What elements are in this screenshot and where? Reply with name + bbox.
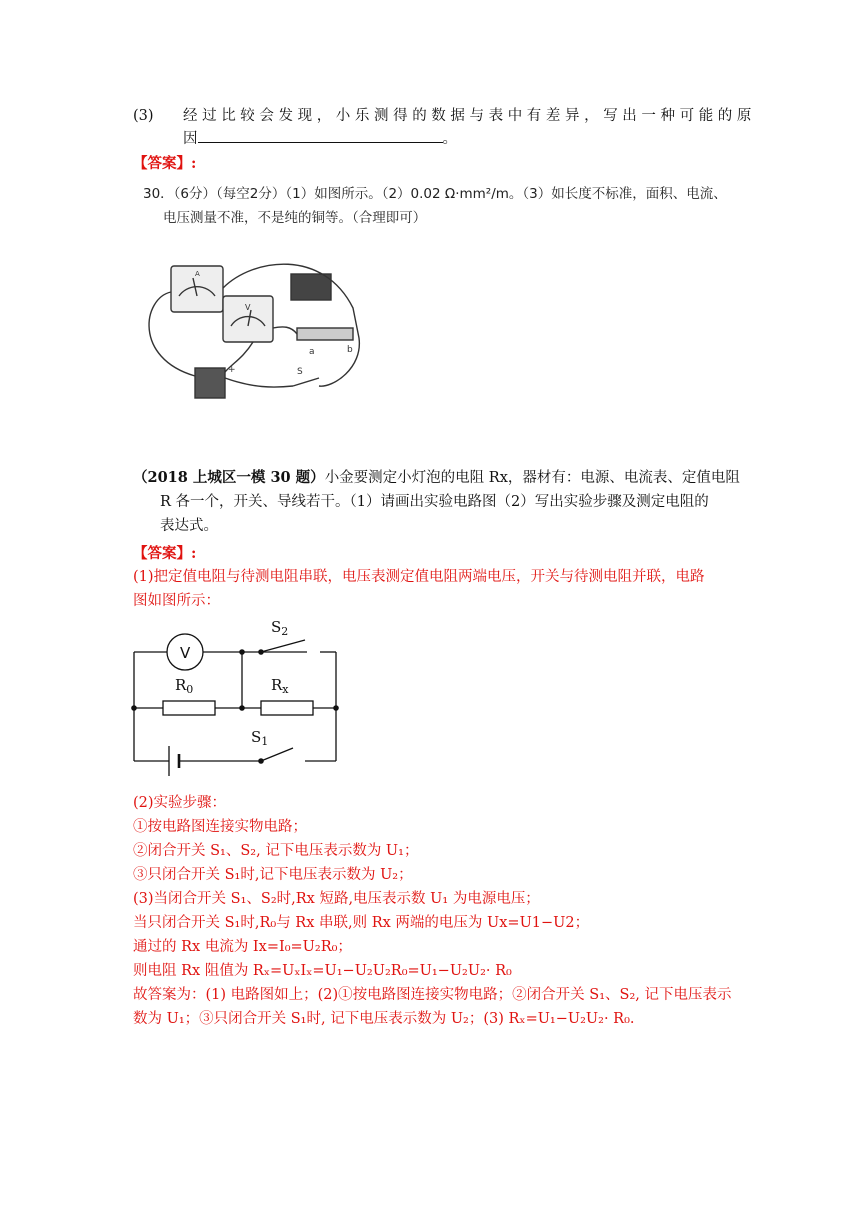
step-2: ②闭合开关 S₁、S₂, 记下电压表示数为 U₁；	[133, 843, 419, 859]
question-line2: R 各一个，开关、导线若干。（1）请画出实验电路图（2）写出实验步骤及测定电阻的	[160, 494, 709, 510]
answer-label: 【答案】:	[133, 155, 197, 172]
question-line1	[133, 468, 740, 488]
step-3: ③只闭合开关 S₁时,记下电压表示数为 U₂；	[133, 867, 413, 883]
terminal-b-label: b	[347, 345, 353, 355]
question-3-line1: 经过比较会发现，小乐测得的数据与表中有差异，写出一种可能的原	[183, 108, 756, 124]
answer-blank	[198, 128, 443, 143]
switch-label: S	[297, 367, 303, 377]
resistor-r0	[163, 701, 215, 715]
scanned-answer-line1: 30．（6分）（每空2分）（1）如图所示。（2）0.02 Ω·mm²/m。（3）如长度不标准，面积、电流、	[143, 186, 727, 202]
solution-p3-line1: (3)当闭合开关 S₁、S₂时,Rx 短路,电压表示数 U₁ 为电源电压；	[133, 891, 540, 907]
question-text-1: 小金要测定小灯泡的电阻 Rx，器材有：电源、电流表、定值电阻	[324, 470, 740, 486]
voltmeter-label: V	[180, 644, 191, 662]
solution-p3-line5: 故答案为：(1) 电路图如上；(2)①按电路图连接实物电路；②闭合开关 S₁、S₂, 记下电压表示	[133, 987, 732, 1003]
wire-coil	[291, 274, 331, 300]
solution-p3-line3: 通过的 Rx 电流为 Ix=I₀=U₂R₀；	[133, 939, 352, 955]
battery-plus-label: +	[228, 365, 236, 375]
resistance-wire	[297, 328, 353, 340]
circuit-diagram	[125, 610, 347, 780]
solution-p1-line1: (1)把定值电阻与待测电阻串联，电压表测定值电阻两端电压，开关与待测电阻并联，电路	[133, 569, 705, 585]
question-line3: 表达式。	[160, 518, 218, 534]
voltmeter-label: V	[245, 303, 251, 312]
solution-p3-line6: 数为 U₁；③只闭合开关 S₁时, 记下电压表示数为 U₂；(3) Rₓ=U₁−U₂U₂· R₀.	[133, 1011, 635, 1027]
solution-p1-line2: 图如图所示：	[133, 593, 220, 609]
solution-p3-line2: 当只闭合开关 S₁时,R₀与 Rx 串联,则 Rx 两端的电压为 Ux=U1−U2；	[133, 915, 590, 931]
ammeter-label: A	[195, 270, 200, 278]
battery-body	[195, 368, 225, 398]
answer-label-2: 【答案】:	[133, 545, 197, 562]
s2-label: $S_2$	[271, 618, 289, 638]
question-source: （2018 上城区一模 30 题）	[133, 469, 325, 486]
s1-label: $S_1$	[251, 728, 269, 748]
question-3-number: (3)	[133, 108, 154, 124]
rx-label: $R_x$	[271, 676, 289, 696]
steps-title: (2)实验步骤：	[133, 795, 227, 811]
solution-p3-line4: 则电阻 Rx 阻值为 Rₓ=UₓIₓ=U₁−U₂U₂R₀=U₁−U₂U₂· R₀	[133, 963, 512, 979]
question-3-line2	[183, 128, 457, 149]
scanned-answer-line2: 电压测量不准，不是纯的铜等。（合理即可）	[163, 210, 427, 226]
terminal-a-label: a	[309, 347, 315, 357]
question-3-line2-end: 。	[442, 131, 457, 147]
step-1: ①按电路图连接实物电路；	[133, 819, 307, 835]
resistor-rx	[261, 701, 313, 715]
scanned-circuit-image	[133, 248, 373, 408]
question-3-line2-prefix: 因	[183, 131, 198, 147]
r0-label: $R_0$	[175, 676, 194, 696]
